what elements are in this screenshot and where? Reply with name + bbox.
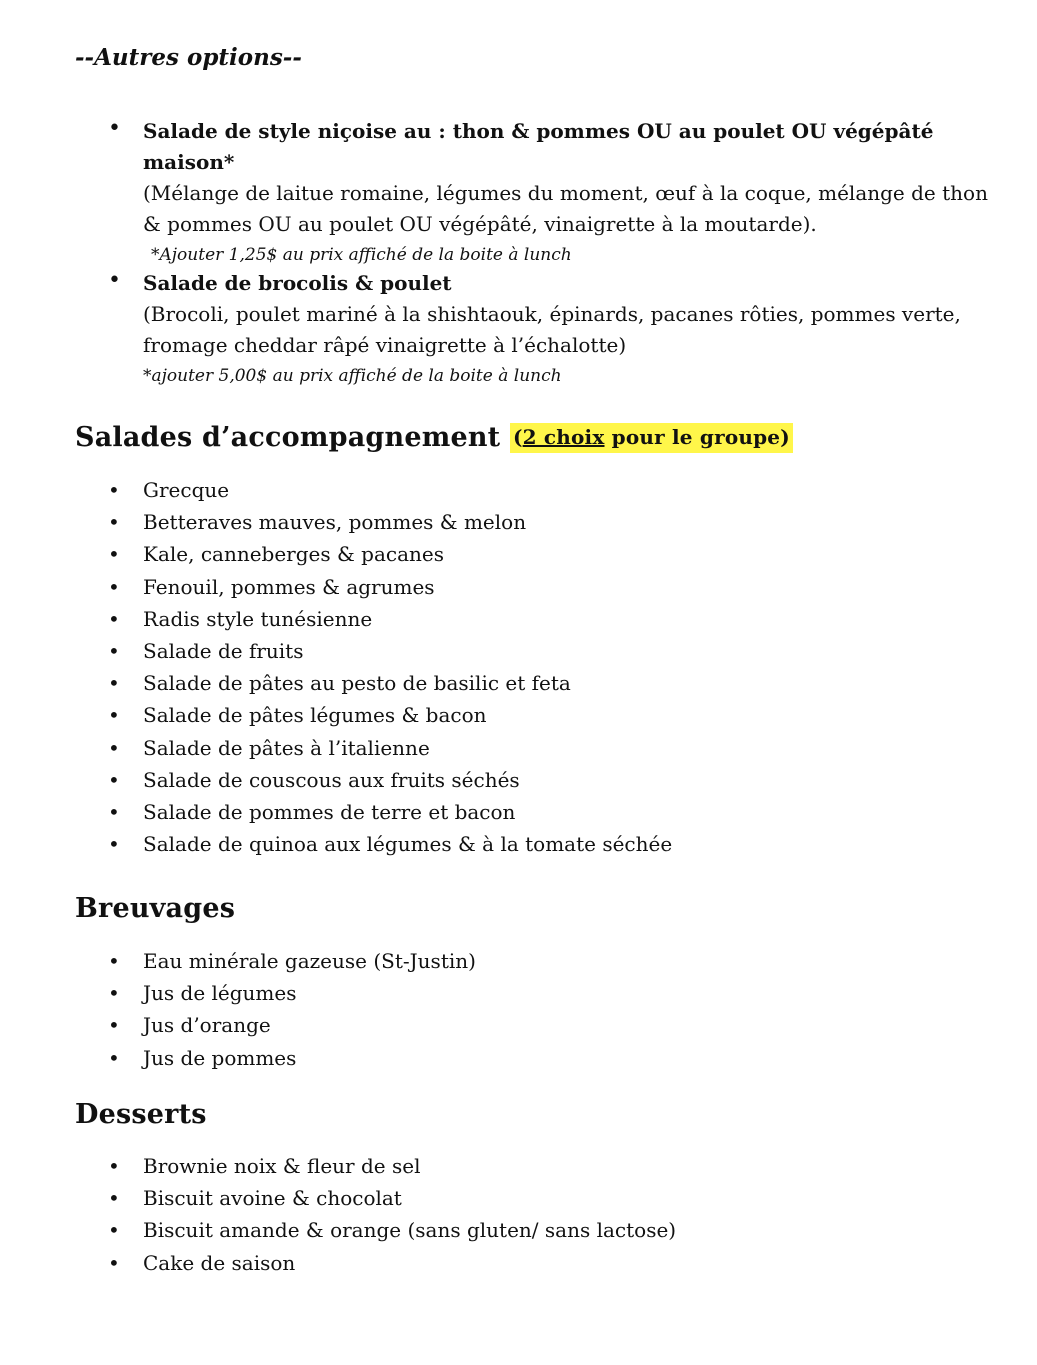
salades-heading — [75, 422, 793, 453]
list-item — [108, 764, 672, 796]
list-item-label: Fenouil, pommes & agrumes — [143, 574, 435, 599]
list-item — [108, 977, 476, 1009]
list-item-label: Cake de saison — [143, 1250, 296, 1275]
bullet: • — [108, 510, 120, 535]
option-price-note: *ajouter 5,00$ au prix affiché de la boite à lunch — [143, 366, 562, 386]
bullet: • — [108, 1186, 120, 1211]
list-item-label: Biscuit avoine & chocolat — [143, 1186, 402, 1211]
list-item — [108, 1009, 476, 1041]
list-item-label: Salade de quinoa aux légumes & à la tomate séchée — [143, 832, 673, 857]
list-item-label: Biscuit amande & orange (sans gluten/ sans lactose) — [143, 1218, 677, 1243]
bullet: • — [108, 606, 120, 631]
salades-heading-text: Salades d’accompagnement — [75, 422, 501, 453]
list-item — [108, 538, 672, 570]
bullet: • — [108, 832, 120, 857]
bullet: • — [108, 735, 120, 760]
bullet: • — [108, 703, 120, 728]
bullet: • — [108, 981, 120, 1006]
list-item — [108, 1214, 676, 1246]
list-item-label: Jus de légumes — [143, 981, 297, 1006]
list-item-label: Grecque — [143, 478, 230, 502]
list-item — [108, 571, 672, 603]
list-item-label: Jus de pommes — [143, 1045, 297, 1070]
list-item-label: Salade de pâtes à l’italienne — [143, 735, 430, 760]
list-item-label: Radis style tunésienne — [143, 606, 373, 631]
list-item — [108, 828, 672, 860]
list-item-label: Salade de couscous aux fruits séchés — [143, 767, 520, 792]
list-item — [108, 1042, 476, 1074]
list-item-label: Salade de pâtes au pesto de basilic et feta — [143, 671, 571, 696]
bullet: • — [108, 116, 121, 141]
list-item-label: Eau minérale gazeuse (St-Justin) — [143, 949, 476, 973]
salades-list — [108, 474, 672, 860]
bullet: • — [108, 574, 120, 599]
list-item — [108, 635, 672, 667]
bullet: • — [108, 542, 120, 567]
breuvages-list — [108, 945, 476, 1074]
list-item-label: Kale, canneberges & pacanes — [143, 542, 444, 567]
bullet: • — [108, 671, 120, 696]
list-item-label: Jus d’orange — [143, 1013, 271, 1038]
breuvages-heading: Breuvages — [75, 893, 236, 924]
bullet: • — [108, 1218, 120, 1243]
list-item — [108, 667, 672, 699]
option-title: Salade de style niçoise au : thon & pommes OU au poulet OU végépâté maison* — [143, 119, 934, 174]
bullet: • — [108, 1154, 120, 1178]
bullet: • — [108, 268, 121, 293]
list-item-label: Salade de pâtes légumes & bacon — [143, 703, 487, 728]
autres-options-heading: --Autres options-- — [75, 44, 302, 71]
option-price-note: *Ajouter 1,25$ au prix affiché de la boite à lunch — [151, 245, 572, 265]
option-item-nicoise — [108, 116, 988, 270]
bullet: • — [108, 767, 120, 792]
bullet: • — [108, 478, 120, 502]
list-item — [108, 1247, 676, 1279]
list-item — [108, 506, 672, 538]
list-item — [108, 732, 672, 764]
option-description: (Mélange de laitue romaine, légumes du moment, œuf à la coque, mélange de thon & pommes OU au poulet OU végépâté, vinaigrette à la moutarde). — [143, 181, 988, 236]
bullet: • — [108, 1250, 120, 1275]
option-title: Salade de brocolis & poulet — [143, 271, 452, 295]
list-item — [108, 1182, 676, 1214]
list-item — [108, 699, 672, 731]
bullet: • — [108, 1045, 120, 1070]
choice-count-badge: (2 choix pour le groupe) — [510, 423, 793, 453]
bullet: • — [108, 638, 120, 663]
option-description: (Brocoli, poulet mariné à la shishtaouk, épinards, pacanes rôties, pommes verte, fromage cheddar râpé vinaigrette à l’échalotte) — [143, 302, 961, 357]
desserts-heading: Desserts — [75, 1099, 207, 1130]
list-item — [108, 603, 672, 635]
bullet: • — [108, 799, 120, 824]
desserts-list — [108, 1150, 676, 1279]
list-item-label: Salade de pommes de terre et bacon — [143, 799, 516, 824]
bullet: • — [108, 1013, 120, 1038]
list-item-label: Betteraves mauves, pommes & melon — [143, 510, 527, 535]
list-item — [108, 945, 476, 977]
list-item — [108, 796, 672, 828]
list-item — [108, 474, 672, 506]
option-item-brocolis — [108, 268, 988, 391]
list-item-label: Salade de fruits — [143, 638, 304, 663]
list-item — [108, 1150, 676, 1182]
list-item-label: Brownie noix & fleur de sel — [143, 1154, 421, 1178]
bullet: • — [108, 949, 120, 973]
